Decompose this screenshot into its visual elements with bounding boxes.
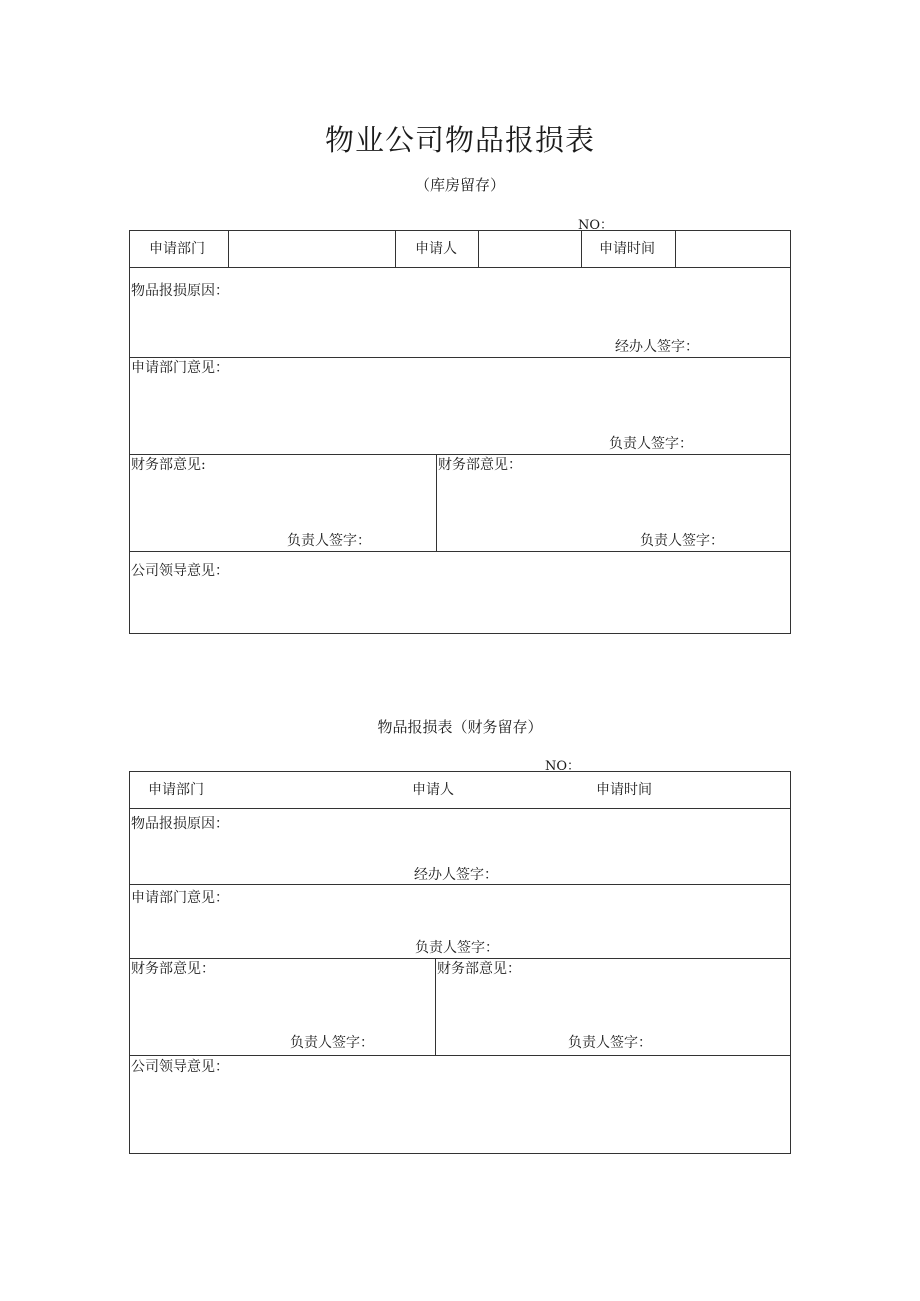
form2-handler-sign: 经办人签字： (414, 867, 498, 883)
form2-finance-right-sign: 负责人签字： (568, 1035, 652, 1051)
form1-no-label: NO： (578, 218, 614, 233)
form2-reason-label: 物品报损原因： (131, 816, 229, 832)
form1-title: 物业公司物品报损表 (324, 123, 595, 157)
form1-time-label: 申请时间 (599, 241, 655, 257)
form2-time-label: 申请时间 (596, 782, 652, 798)
form2-dept-opinion-label: 申请部门意见： (131, 890, 229, 906)
form2-no-label: NO： (545, 759, 581, 774)
form2-dept-label: 申请部门 (148, 782, 204, 798)
form2-subtitle: 物品报损表（财务留存） (377, 718, 543, 736)
form1-subtitle: （库房留存） (414, 176, 505, 194)
form1-leader-label: 公司领导意见： (131, 563, 229, 579)
form1-finance-right-label: 财务部意见： (438, 457, 522, 473)
form1-dept-label: 申请部门 (149, 241, 205, 257)
form2-finance-left-sign: 负责人签字： (290, 1035, 374, 1051)
form1-finance-right-sign: 负责人签字： (640, 533, 724, 549)
form1-applicant-field[interactable] (480, 232, 580, 266)
form1-handler-sign: 经办人签字： (615, 339, 699, 355)
form2-finance-right-label: 财务部意见： (437, 961, 521, 977)
form2-leader-label: 公司领导意见： (131, 1059, 229, 1075)
form1-finance-left-label: 财务部意见: (131, 457, 206, 473)
form1-dept-field[interactable] (230, 232, 394, 266)
form2-finance-left-label: 财务部意见： (131, 961, 215, 977)
form2-dept-sign: 负责人签字： (415, 940, 499, 956)
form1-finance-left-sign: 负责人签字： (287, 533, 371, 549)
form2-applicant-label: 申请人 (412, 782, 454, 798)
form1-time-field[interactable] (677, 232, 789, 266)
form1-applicant-label: 申请人 (415, 241, 457, 257)
form1-dept-sign: 负责人签字： (609, 436, 693, 452)
form1-dept-opinion-label: 申请部门意见： (131, 360, 229, 376)
form1-reason-label: 物品报损原因： (131, 283, 229, 299)
